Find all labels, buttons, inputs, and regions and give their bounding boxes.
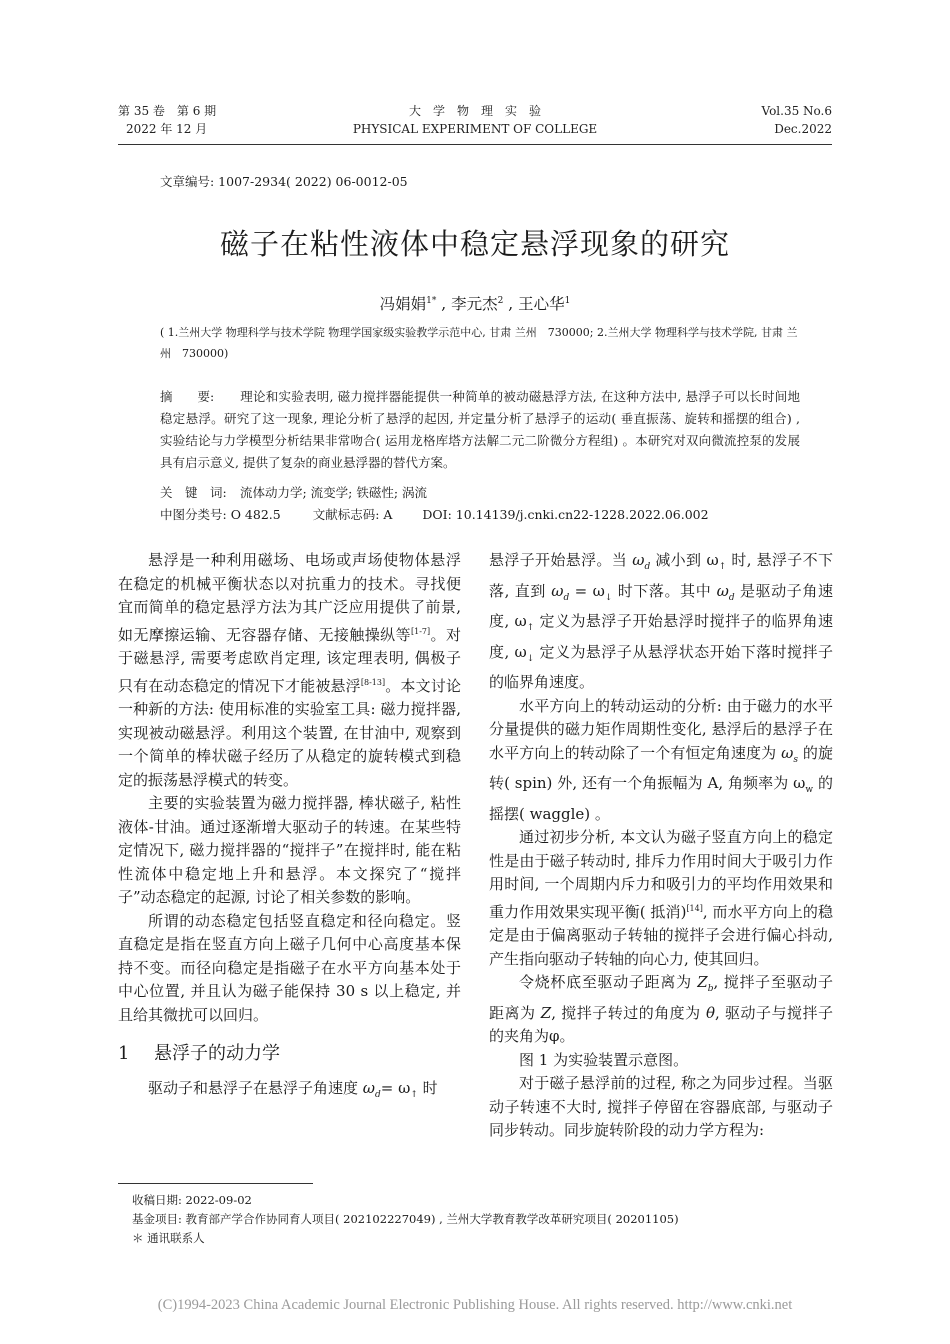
paragraph: 令烧杯底至驱动子距离为 $Z_b$, 搅拌子至驱动子距离为 Z, 搅拌子转过的角度为 θ, 驱动子与搅拌子的夹角为φ。	[489, 973, 833, 1045]
clc-label: 中图分类号:	[160, 507, 227, 522]
corresponding-author: ＊ 通讯联系人	[132, 1231, 205, 1245]
doi-value[interactable]: 10.14139/j.cnki.cn22-1228.2022.06.002	[455, 507, 709, 522]
section-heading	[118, 1041, 461, 1067]
paragraph: 悬浮子开始悬浮。当 $\omega_d$ 减小到 $\omega_↑$ 时, 悬浮子不下落, 直到 $\omega_d = \omega_↓$ 时下落。其中 $\omega_d$ 是驱动子角速度, $\omega_↑$ 定义为悬浮子开始悬浮时搅拌子的临界角速度, $\omega_↓$ 定义为悬浮子从悬浮状态开始下落时搅拌子的临界角速度。	[489, 551, 833, 691]
paragraph: 通过初步分析, 本文认为磁子竖直方向上的稳定性是由于磁子转动时, 排斥力作用时间大于吸引力作用时间, 一个周期内斥力和吸引力的平均作用效果和重力作用效果实现平衡( 抵消)[14], 而水平方向上的稳定是由于偏离驱动子转轴的搅拌子会进行偏心抖动, 产生指向驱动子转轴的向心力, 使其回归。	[489, 828, 833, 968]
abstract-text: 理论和实验表明, 磁力搅拌器能提供一种简单的被动磁悬浮方法, 在这种方法中, 悬浮子可以长时间地稳定悬浮。研究了这一现象, 理论分析了悬浮的起因, 并定量分析了悬浮子的运动( 垂直振荡、旋转和摇摆的组合) , 实验结论与力学模型分析结果非常吻合( 运用龙格库塔方法解二元二阶微分方程组) 。本研究对双向微流控泵的发展具有启示意义, 提供了复杂的商业悬浮器的替代方案。	[160, 389, 800, 470]
citation[interactable]: [14]	[686, 903, 703, 913]
volume-en: Vol.35 No.6	[761, 104, 832, 118]
paragraph: 对于磁子悬浮前的过程, 称之为同步过程。当驱动子转速不大时, 搅拌子停留在容器底部, 与驱动子同步转动。同步旋转阶段的动力学方程为:	[489, 1074, 833, 1139]
funding: 基金项目: 教育部产学合作协同育人项目( 202102227049) , 兰州大学教育教学改革研究项目( 20201105)	[132, 1212, 679, 1226]
paragraph: 水平方向上的转动运动的分析: 由于磁力的水平分量提供的磁力矩作周期性变化, 悬浮后的悬浮子在水平方向上的转动除了一个有恒定角速度为 $\omega_s$ 的旋转( spin) 外, 还有一个角振幅为 A, 角频率为 $\omega_w$ 的摇摆( waggle) 。	[489, 696, 833, 823]
paragraph: 悬浮是一种利用磁场、电场或声场使物体悬浮在稳定的机械平衡状态以对抗重力的技术。寻找便宜而简单的稳定悬浮方法为其广泛应用提供了前景, 如无摩擦运输、无容器存储、无接触操纵等[1-7]。对于磁悬浮, 需要考虑欧肖定理, 该定理表明, 偶极子只有在动态稳定的情况下才能被悬浮[8-13]。本文讨论一种新的方法: 使用标准的实验室工具: 磁力搅拌器, 实现被动磁悬浮。利用这个装置, 在甘油中, 观察到一个简单的棒状磁子经历了从稳定的旋转模式到稳定的振荡悬浮模式的转变。	[118, 551, 461, 789]
citation[interactable]: [1-7]	[411, 626, 431, 636]
journal-name-en: PHYSICAL EXPERIMENT OF COLLEGE	[352, 122, 598, 136]
author-3-affil: 1	[564, 295, 571, 306]
author-2-affil: 2	[497, 295, 504, 306]
paragraph: 所谓的动态稳定包括竖直稳定和径向稳定。竖直稳定是指在竖直方向上磁子几何中心高度基本保持不变。而径向稳定是指磁子在水平方向基本处于中心位置, 并且认为磁子能保持 30 s 以上稳定, 并且给其微扰可以回归。	[118, 911, 461, 1024]
header-left	[118, 102, 216, 138]
abstract-label: 摘 要:	[160, 389, 215, 404]
keywords-text: 流体动力学; 流变学; 铁磁性; 涡流	[240, 485, 428, 500]
publication-date: 2022 年 12 月	[126, 122, 208, 136]
doc-code-value: A	[383, 507, 393, 522]
header-center	[300, 102, 650, 138]
header-right	[690, 102, 832, 138]
citation[interactable]: [8-13]	[360, 677, 386, 687]
received-date: 收稿日期: 2022-09-02	[132, 1193, 252, 1207]
author-1: 冯娟娟	[379, 295, 427, 313]
paragraph: 主要的实验装置为磁力搅拌器, 棒状磁子, 粘性液体-甘油。通过逐渐增大驱动子的转速。在某些特定情况下, 磁力搅拌器的“搅拌子”在搅拌时, 能在粘性流体中稳定地上升和悬浮。本文探究了“搅拌子”动态稳定的起源, 讨论了相关参数的影响。	[118, 794, 461, 906]
body-right-column	[489, 549, 833, 1143]
journal-name-cn: 大 学 物 理 实 验	[408, 104, 541, 118]
author-1-affil: 1*	[426, 295, 437, 306]
keywords	[160, 482, 800, 504]
doc-code-label: 文献标志码:	[312, 507, 380, 522]
section-number: 1	[118, 1043, 130, 1064]
article-number: 文章编号: 1007-2934( 2022) 06-0012-05	[160, 174, 408, 189]
authors	[0, 292, 950, 314]
paragraph: 驱动子和悬浮子在悬浮子角速度 $\omega_d= \omega_↑$ 时	[148, 1079, 438, 1100]
keywords-label: 关 键 词:	[160, 485, 227, 500]
body-left-column	[118, 549, 461, 1108]
section-title: 悬浮子的动力学	[154, 1043, 280, 1064]
author-3: , 王心华	[503, 295, 565, 313]
classification-line	[160, 504, 800, 526]
doi-label: DOI:	[422, 507, 452, 522]
author-2: , 李元杰	[436, 295, 498, 313]
clc-value: O 482.5	[230, 507, 281, 522]
paragraph: 图 1 为实验装置示意图。	[519, 1050, 689, 1069]
volume-issue: 第 35 卷 第 6 期	[118, 104, 217, 118]
copyright-watermark: (C)1994-2023 China Academic Journal Electronic Publishing House. All rights reserved. http://www.cnki.net	[157, 1297, 793, 1313]
affiliations: ( 1.兰州大学 物理科学与技术学院 物理学国家级实验教学示范中心, 甘肃 兰州 730000; 2.兰州大学 物理科学与技术学院, 甘肃 兰州 730000)	[160, 326, 798, 360]
abstract	[160, 386, 800, 474]
header-rule	[118, 144, 832, 145]
footnote-rule	[118, 1183, 313, 1184]
paper-title: 磁子在粘性液体中稳定悬浮现象的研究	[219, 227, 730, 261]
date-en: Dec.2022	[774, 122, 832, 136]
